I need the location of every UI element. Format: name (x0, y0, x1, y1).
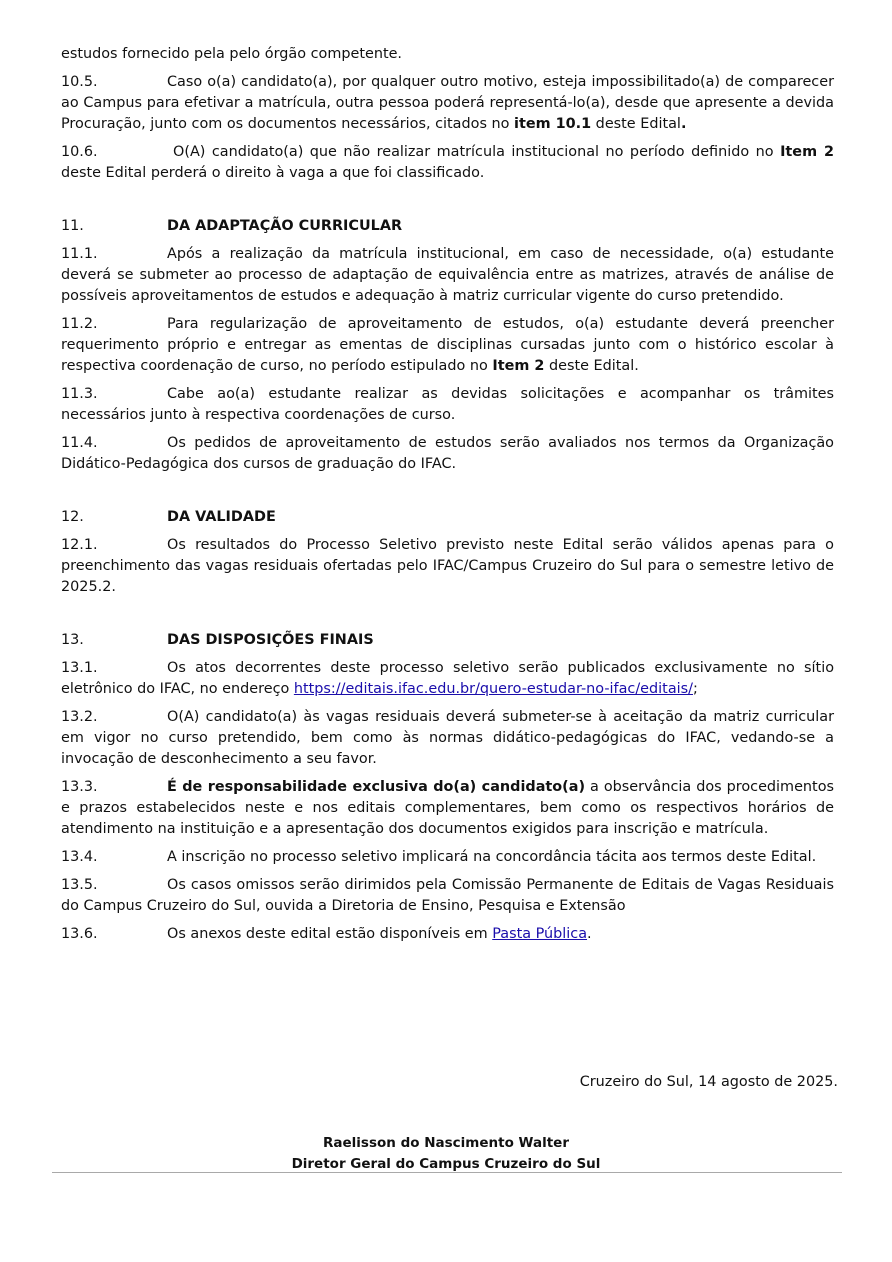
paragraph-number: 13.3. (61, 779, 98, 795)
paragraph-number: 12.1. (61, 537, 98, 553)
paragraph-13-6 (61, 924, 834, 945)
section-number: 13. (61, 632, 84, 648)
signatory-role: Diretor Geral do Campus Cruzeiro do Sul (291, 1156, 601, 1172)
paragraph-11-4 (61, 433, 834, 475)
paragraph-number: 13.4. (61, 849, 98, 865)
paragraph-text: a observância dos procedimentos e prazos estabelecidos neste e nos editais complementares, bem como os respectivos horários de atendimento na instituição e a apresentação dos documentos exigidos para inscrição e matrícula. (61, 779, 834, 837)
paragraph-bold: item 10.1 (514, 116, 592, 132)
section-title: DAS DISPOSIÇÕES FINAIS (167, 632, 374, 648)
footer-divider (52, 1172, 842, 1173)
paragraph-12-1 (61, 535, 834, 598)
paragraph-13-2 (61, 707, 834, 770)
paragraph-number: 13.5. (61, 877, 98, 893)
section-title: DA ADAPTAÇÃO CURRICULAR (167, 218, 403, 234)
paragraph-tail-bold: . (680, 116, 687, 132)
paragraph-11-2 (61, 314, 834, 377)
paragraph-number: 11.3. (61, 386, 98, 402)
paragraph-tail: deste Edital perderá o direito à vaga a que foi classificado. (61, 165, 485, 181)
paragraph-13-4 (61, 847, 834, 868)
paragraph-number: 13.1. (61, 660, 98, 676)
paragraph-text: Os anexos deste edital estão disponíveis em (167, 926, 493, 942)
paragraph-text: O(A) candidato(a) que não realizar matrícula institucional no período definido no (173, 144, 781, 160)
paragraph-13-1 (61, 658, 834, 700)
paragraph-number: 11.4. (61, 435, 98, 451)
paragraph-10-5 (61, 72, 834, 135)
document-body (61, 44, 834, 952)
date-line: Cruzeiro do Sul, 14 agosto de 2025. (579, 1074, 838, 1090)
paragraph-number: 10.6. (61, 144, 98, 160)
paragraph-11-3 (61, 384, 834, 426)
paragraph-text: Caso o(a) candidato(a), por qualquer outro motivo, esteja impossibilitado(a) de comparecer ao Campus para efetivar a matrícula, outra pessoa poderá representá-lo(a), desde que apresente a devida Procuração, junto com os documentos necessários, citados no (61, 74, 834, 132)
paragraph-bold: Item 2 (780, 144, 834, 160)
paragraph-number: 11.1. (61, 246, 98, 262)
paragraph-tail: . (587, 926, 592, 942)
paragraph-text: Para regularização de aproveitamento de estudos, o(a) estudante deverá preencher requerimento próprio e entregar as ementas de disciplinas cursadas junto com o histórico escolar à respectiva coordenação de curso, no período estipulado no (61, 316, 834, 374)
paragraph-number: 13.2. (61, 709, 98, 725)
paragraph-tail: ; (692, 681, 698, 697)
section-number: 11. (61, 218, 84, 234)
paragraph-text: Os pedidos de aproveitamento de estudos serão avaliados nos termos da Organização Didático-Pedagógica dos cursos de graduação do IFAC. (61, 435, 834, 472)
paragraph-13-5 (61, 875, 834, 917)
paragraph-11-1 (61, 244, 834, 307)
paragraph-tail: deste Edital (591, 116, 681, 132)
paragraph-13-3 (61, 777, 834, 840)
paragraph-text: Os atos decorrentes deste processo seletivo serão publicados exclusivamente no sítio eletrônico do IFAC, no endereço (61, 660, 834, 697)
paragraph-number: 11.2. (61, 316, 98, 332)
paragraph-text: Cabe ao(a) estudante realizar as devidas solicitações e acompanhar os trâmites necessários junto à respectiva coordenações de curso. (61, 386, 834, 423)
paragraph-bold: É de responsabilidade exclusiva do(a) candidato(a) (167, 779, 586, 795)
signature-block (0, 1133, 892, 1175)
editais-link[interactable]: https://editais.ifac.edu.br/quero-estudar-no-ifac/editais/ (293, 681, 693, 697)
paragraph-text: Após a realização da matrícula institucional, em caso de necessidade, o(a) estudante deverá se submeter ao processo de adaptação de equivalência entre as matrizes, através de análise de possíveis aproveitamentos de estudos e adequação à matriz curricular vigente do curso pretendido. (61, 246, 834, 304)
pasta-publica-link[interactable]: Pasta Pública (492, 926, 588, 942)
section-heading-11 (61, 216, 834, 237)
section-number: 12. (61, 509, 84, 525)
paragraph-text: Os resultados do Processo Seletivo previsto neste Edital serão válidos apenas para o preenchimento das vagas residuais ofertadas pelo IFAC/Campus Cruzeiro do Sul para o semestre letivo de 2025.2. (61, 537, 834, 595)
section-heading-12 (61, 507, 834, 528)
paragraph-number: 10.5. (61, 74, 98, 90)
paragraph-text: Os casos omissos serão dirimidos pela Comissão Permanente de Editais de Vagas Residuais do Campus Cruzeiro do Sul, ouvida a Diretoria de Ensino, Pesquisa e Extensão (61, 877, 834, 914)
signatory-name: Raelisson do Nascimento Walter (323, 1135, 569, 1151)
paragraph-10-6 (61, 142, 834, 184)
paragraph-tail: deste Edital. (544, 358, 639, 374)
paragraph-bold: Item 2 (492, 358, 545, 374)
paragraph-text: A inscrição no processo seletivo implicará na concordância tácita aos termos deste Edital. (167, 849, 817, 865)
intro-line: estudos fornecido pela pelo órgão competente. (61, 46, 403, 62)
section-heading-13 (61, 630, 834, 651)
section-title: DA VALIDADE (167, 509, 276, 525)
paragraph-text: O(A) candidato(a) às vagas residuais deverá submeter-se à aceitação da matriz curricular em vigor no curso pretendido, bem como às normas didático-pedagógicas do IFAC, vedando-se a invocação de desconhecimento a seu favor. (61, 709, 834, 767)
paragraph-number: 13.6. (61, 926, 98, 942)
